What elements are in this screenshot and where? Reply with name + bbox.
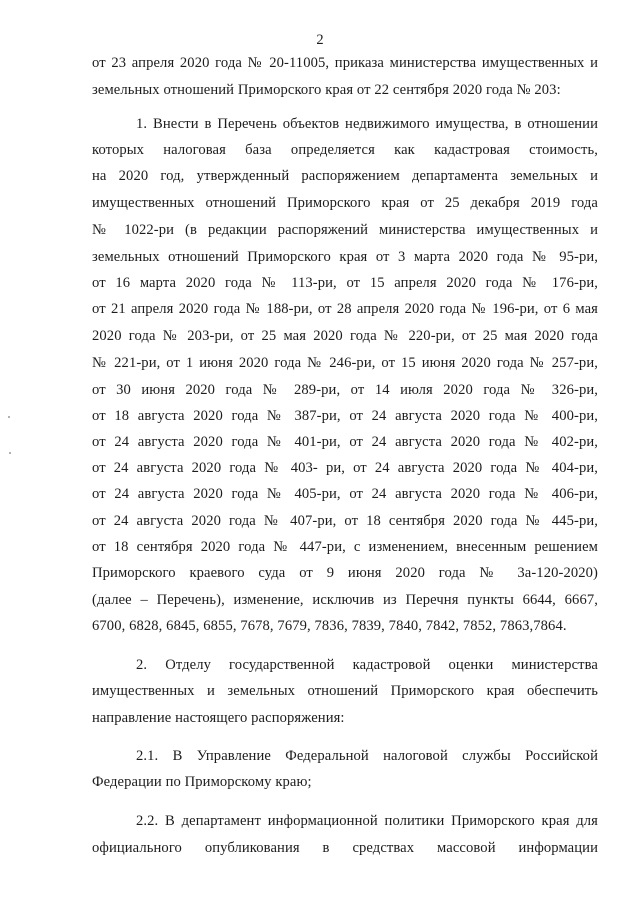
text-line: Федерации по Приморскому краю; <box>92 774 312 790</box>
text-line: Приморского краевого суда от 9 июня 2020 года № 3а-120-2020) <box>92 565 598 581</box>
text-line: № 1022-ри (в редакции распоряжений министерства имущественных и <box>92 222 598 238</box>
text-line: от 16 марта 2020 года № 113-ри, от 15 апреля 2020 года № 176-ри, <box>92 275 598 291</box>
text-line: на 2020 год, утвержденный распоряжением департамента земельных и <box>92 168 598 184</box>
text-line: от 18 августа 2020 года № 387-ри, от 24 августа 2020 года № 400-ри, <box>92 408 598 424</box>
text-line: (далее – Перечень), изменение, исключив из Перечня пункты 6644, 6667, <box>92 592 598 608</box>
text-line: 2020 года № 203-ри, от 25 мая 2020 года № 220-ри, от 25 мая 2020 года <box>92 328 598 344</box>
text-line: официального опубликования в средствах массовой информации <box>92 840 598 856</box>
text-line: имущественных и земельных отношений Приморского края обеспечить <box>92 683 598 699</box>
text-line: от 24 августа 2020 года № 403- ри, от 24 августа 2020 года № 404-ри, <box>92 460 598 476</box>
text-line: имущественных отношений Приморского края от 25 декабря 2019 года <box>92 195 598 211</box>
paragraph-2-first-line: 2. Отделу государственной кадастровой оценки министерства <box>136 657 598 673</box>
text-line: от 24 августа 2020 года № 401-ри, от 24 августа 2020 года № 402-ри, <box>92 434 598 450</box>
scan-speck <box>8 416 10 418</box>
text-line: от 21 апреля 2020 года № 188-ри, от 28 апреля 2020 года № 196-ри, от 6 мая <box>92 301 598 317</box>
page-number: 2 <box>316 32 324 48</box>
paragraph-2-2-first-line: 2.2. В департамент информационной политики Приморского края для <box>136 813 598 829</box>
paragraph-1-first-line: 1. Внести в Перечень объектов недвижимого имущества, в отношении <box>136 116 598 132</box>
text-line: земельных отношений Приморского края от 3 марта 2020 года № 95-ри, <box>92 249 598 265</box>
text-line: № 221-ри, от 1 июня 2020 года № 246-ри, от 15 июня 2020 года № 257-ри, <box>92 355 598 371</box>
text-line: от 30 июня 2020 года № 289-ри, от 14 июля 2020 года № 326-ри, <box>92 382 598 398</box>
text-line: направление настоящего распоряжения: <box>92 710 345 726</box>
text-line: от 24 августа 2020 года № 407-ри, от 18 сентября 2020 года № 445-ри, <box>92 513 598 529</box>
scan-speck <box>9 452 11 454</box>
paragraph-2-1-first-line: 2.1. В Управление Федеральной налоговой службы Российской <box>136 748 598 764</box>
text-line: от 24 августа 2020 года № 405-ри, от 24 августа 2020 года № 406-ри, <box>92 486 598 502</box>
text-line: которых налоговая база определяется как кадастровая стоимость, <box>92 142 598 158</box>
text-line: земельных отношений Приморского края от 22 сентября 2020 года № 203: <box>92 82 561 98</box>
text-line: от 23 апреля 2020 года № 20-11005, приказа министерства имущественных и <box>92 55 598 71</box>
text-line: от 18 сентября 2020 года № 447-ри, с изменением, внесенным решением <box>92 539 598 555</box>
text-line: 6700, 6828, 6845, 6855, 7678, 7679, 7836, 7839, 7840, 7842, 7852, 7863,7864. <box>92 618 567 634</box>
